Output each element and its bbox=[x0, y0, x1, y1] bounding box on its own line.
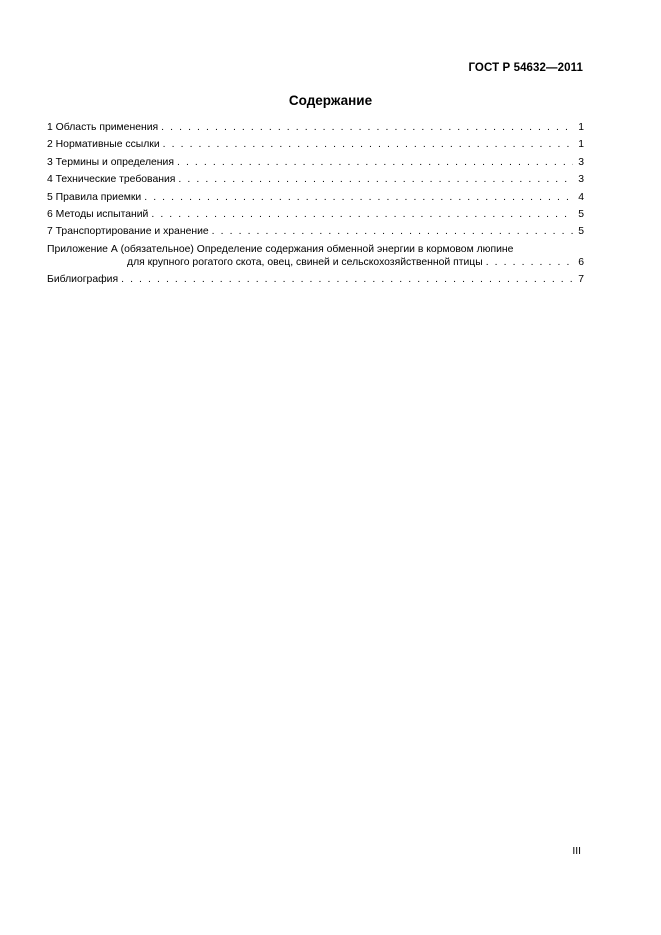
toc-entry-label-continued: для крупного рогатого скота, овец, свиней и сельскохозяйственной птицы bbox=[127, 256, 483, 268]
toc-entry-test-methods[interactable] bbox=[47, 208, 584, 221]
toc-entry-normative-references[interactable] bbox=[47, 138, 584, 151]
toc-entry-page: 4 bbox=[578, 191, 584, 203]
toc-entry-page: 7 bbox=[578, 274, 584, 286]
table-of-contents bbox=[47, 121, 584, 291]
toc-entry-bibliography[interactable] bbox=[47, 273, 584, 286]
toc-leader-dots bbox=[486, 256, 573, 269]
toc-entry-label: 5 Правила приемки bbox=[47, 191, 142, 203]
toc-entry-technical-requirements[interactable] bbox=[47, 173, 584, 186]
toc-leader-dots bbox=[121, 273, 573, 286]
toc-entry-terms[interactable] bbox=[47, 156, 584, 169]
toc-entry-label: 4 Технические требования bbox=[47, 174, 176, 186]
toc-entry-appendix-a-line1[interactable] bbox=[47, 243, 584, 256]
toc-entry-page: 6 bbox=[578, 256, 584, 268]
document-code: ГОСТ Р 54632—2011 bbox=[468, 62, 583, 74]
toc-entry-label: 3 Термины и определения bbox=[47, 156, 174, 168]
toc-entry-label: Библиография bbox=[47, 274, 119, 286]
toc-entry-label: 6 Методы испытаний bbox=[47, 208, 149, 220]
toc-leader-dots bbox=[212, 225, 573, 238]
toc-entry-page: 3 bbox=[578, 174, 584, 186]
toc-entry-label: Приложение А (обязательное) Определение содержания обменной энергии в кормовом люпине bbox=[47, 243, 514, 255]
toc-entry-page: 3 bbox=[578, 156, 584, 168]
toc-title: Содержание bbox=[288, 93, 373, 108]
toc-entry-label: 2 Нормативные ссылки bbox=[47, 139, 160, 151]
toc-entry-page: 1 bbox=[578, 139, 584, 151]
toc-entry-label: 7 Транспортирование и хранение bbox=[47, 226, 209, 238]
toc-leader-dots bbox=[144, 191, 573, 204]
toc-entry-page: 1 bbox=[578, 122, 584, 133]
toc-leader-dots bbox=[178, 173, 573, 186]
toc-entry-label: 1 Область применения bbox=[47, 122, 159, 133]
toc-entry-transport-storage[interactable] bbox=[47, 225, 584, 238]
toc-entry-appendix-a-line2[interactable] bbox=[47, 256, 584, 269]
toc-entry-acceptance-rules[interactable] bbox=[47, 191, 584, 204]
toc-leader-dots bbox=[163, 138, 573, 151]
toc-entry-scope[interactable] bbox=[47, 121, 584, 134]
toc-leader-dots bbox=[177, 156, 573, 169]
toc-entry-page: 5 bbox=[578, 208, 584, 220]
toc-leader-dots bbox=[161, 121, 573, 134]
toc-entry-page: 5 bbox=[578, 226, 584, 238]
toc-leader-dots bbox=[151, 208, 573, 221]
page-number: III bbox=[572, 846, 581, 857]
